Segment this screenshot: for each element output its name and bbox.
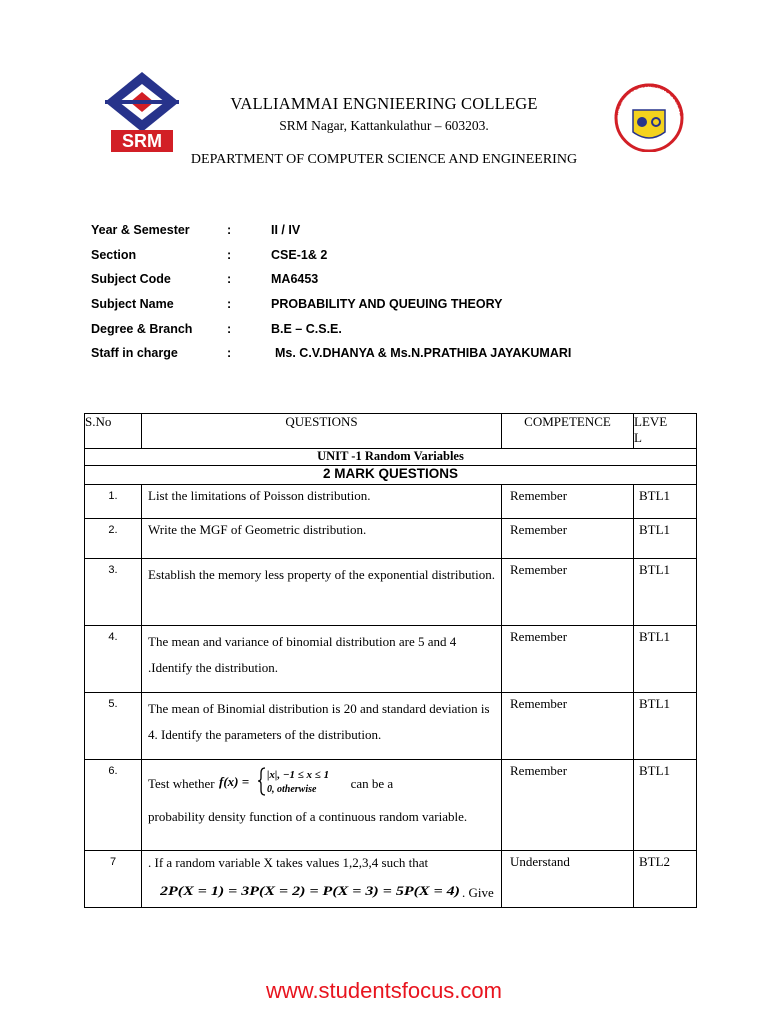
questions-table [84,413,697,908]
row-question: The mean of Binomial distribution is 20 and standard deviation is 4. Identify the parameters of the distribution. [142,693,502,760]
info-colon: : [227,297,232,312]
unit-title: UNIT -1 Random Variables [85,449,697,466]
info-value: PROBABILITY AND QUEUING THEORY [271,297,503,312]
info-value: B.E – C.S.E. [271,321,342,336]
row-question-prefix: Test whether [148,776,215,791]
row-sno: 1. [85,485,142,519]
section-title: 2 MARK QUESTIONS [85,466,697,485]
formula-text: 2P(X = 1) = 3P(X = 2) = P(X = 3) = 5P(X = 4) [160,883,460,898]
row-question: Establish the memory less property of the exponential distribution. [142,559,502,626]
formula-case1: |x|, −1 ≤ x ≤ 1 [266,769,329,781]
course-info [91,218,571,366]
table-row [85,626,697,693]
row-question-rest: probability density function of a continuous random variable. [148,809,468,824]
row-question: The mean and variance of binomial distribution are 5 and 4 .Identify the distribution. [142,626,502,693]
info-value: Ms. C.V.DHANYA & Ms.N.PRATHIBA JAYAKUMARI [275,346,572,361]
header-sno: S.No [85,414,142,449]
row-competence: Remember [502,559,634,626]
formula-case2: 0, otherwise [266,784,317,795]
header-questions: QUESTIONS [142,414,502,449]
info-label: Subject Code [91,272,171,287]
info-colon: : [227,247,232,262]
table-header-row [85,414,697,449]
info-label: Degree & Branch [91,321,193,336]
info-value: MA6453 [271,272,319,287]
row-competence: Remember [502,760,634,851]
row-sno: 4. [85,626,142,693]
footer-url[interactable]: www.studentsfocus.com [266,978,502,1003]
row-question: Write the MGF of Geometric distribution. [142,519,502,559]
college-emblem-text: VALLIAMMAI ENGINEERING COLLEGE [614,82,684,117]
table-row [85,760,697,851]
row-competence: Remember [502,519,634,559]
row-level: BTL1 [634,693,697,760]
info-row-section [91,243,571,268]
info-row-degree [91,316,571,341]
header-level [634,414,697,449]
row-question: List the limitations of Poisson distribution. [142,485,502,519]
header-level-line2: L [634,430,642,445]
info-colon: : [227,321,232,336]
row-competence: Understand [502,851,634,908]
table-row [85,851,697,908]
row-competence: Remember [502,693,634,760]
info-colon: : [227,272,232,287]
info-row-staff [91,341,571,366]
department-title: DEPARTMENT OF COMPUTER SCIENCE AND ENGINEERING [190,152,578,167]
row-question-suffix: . Give [462,884,494,900]
section-row [85,466,697,485]
formula-lhs: f(x) = [218,774,249,789]
info-value: CSE-1& 2 [271,247,328,262]
row-sno: 7 [85,851,142,908]
row-question [142,760,502,851]
probability-formula [160,880,462,905]
row-level: BTL1 [634,559,697,626]
info-row-subject-code [91,267,571,292]
row-sno: 6. [85,760,142,851]
row-sno: 5. [85,693,142,760]
info-label: Year & Semester [91,223,190,238]
info-row-subject-name [91,292,571,317]
pdf-formula [219,765,345,803]
row-question-suffix: can be a [350,776,394,791]
info-label: Staff in charge [91,346,178,361]
college-address: SRM Nagar, Kattankulathur – 603203. [279,118,489,133]
header-competence: COMPETENCE [502,414,634,449]
info-row-year [91,218,571,243]
college-emblem [608,80,690,152]
row-competence: Remember [502,485,634,519]
college-name: VALLIAMMAI ENGNIEERING COLLEGE [230,94,538,113]
row-sno: 2. [85,519,142,559]
row-level: BTL1 [634,519,697,559]
info-colon: : [227,346,232,361]
row-question-prefix: . If a random variable X takes values 1,2,3,4 such that [148,855,429,870]
srm-logo-text: SRM [122,131,162,151]
table-row [85,519,697,559]
row-question [142,851,502,908]
row-level: BTL2 [634,851,697,908]
info-value: II / IV [271,223,301,238]
header-level-line1: LEVE [634,414,668,429]
unit-row [85,449,697,466]
table-row [85,693,697,760]
table-row [85,485,697,519]
row-level: BTL1 [634,760,697,851]
table-row [85,559,697,626]
row-sno: 3. [85,559,142,626]
row-competence: Remember [502,626,634,693]
row-level: BTL1 [634,485,697,519]
row-level: BTL1 [634,626,697,693]
info-label: Section [91,247,137,262]
info-label: Subject Name [91,297,174,312]
info-colon: : [227,223,232,238]
